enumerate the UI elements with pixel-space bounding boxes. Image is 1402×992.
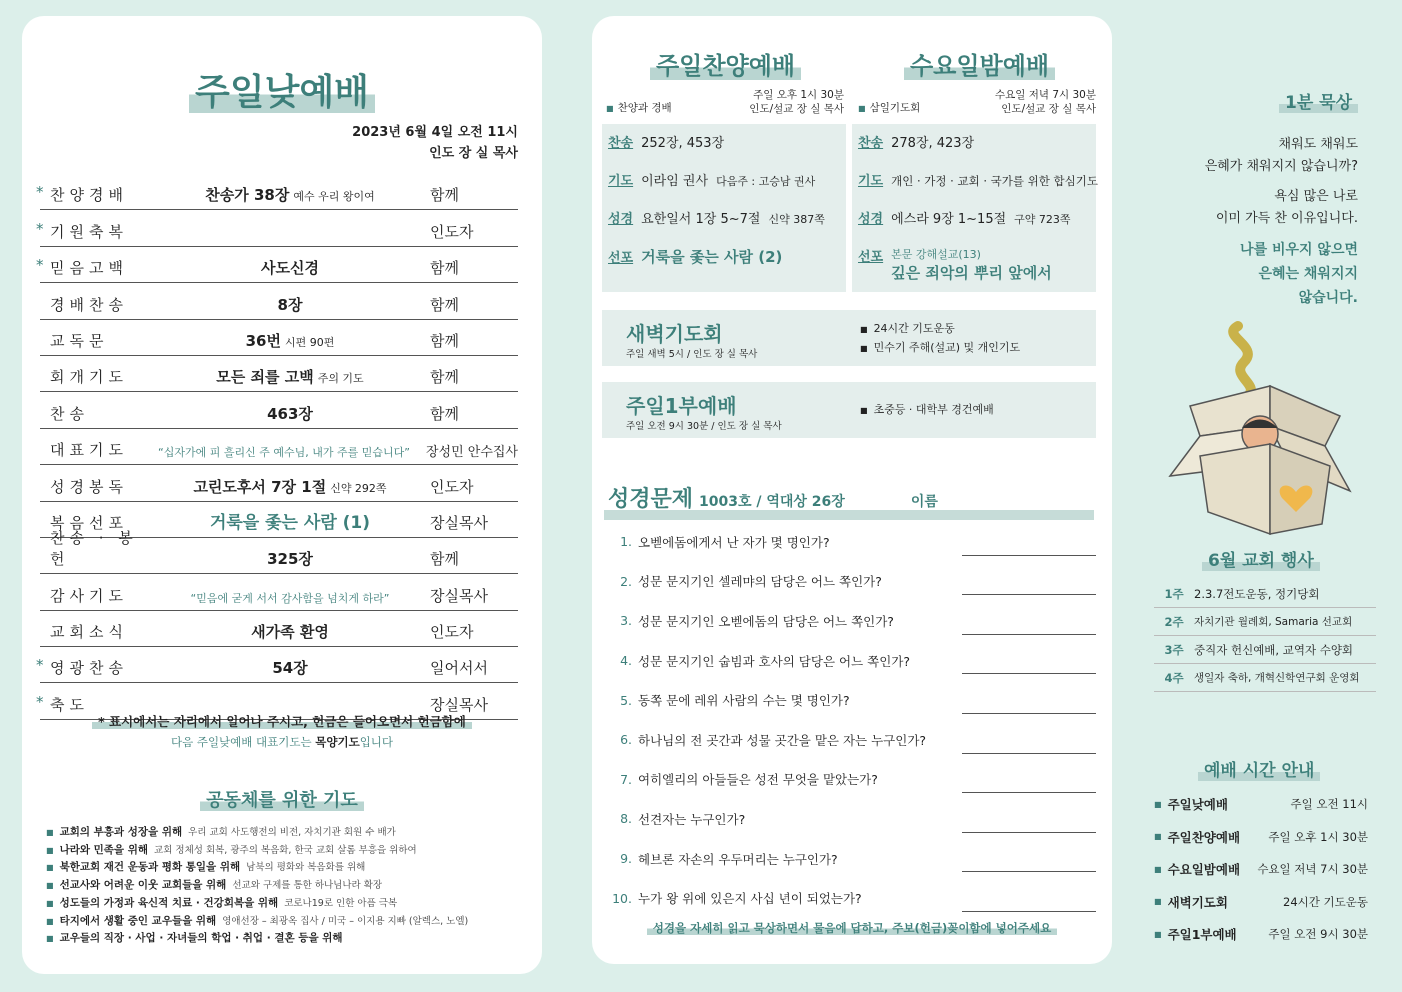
time-row: [1154, 853, 1368, 886]
order-content: [150, 657, 430, 678]
list-item-text: 민수기 주해(설교) 및 개인기도: [873, 341, 1021, 354]
order-content: [150, 476, 430, 497]
order-content: [150, 403, 430, 424]
order-content-text: 36번: [245, 331, 281, 350]
quiz-question: [606, 760, 1096, 800]
answer-line[interactable]: [962, 673, 1096, 674]
row-sub: 다음주 : 고승남 권사: [716, 175, 816, 188]
bullet-icon: ■: [46, 828, 54, 837]
bullet-icon: ■: [46, 934, 54, 944]
list-item: [860, 339, 1020, 358]
prayer-item: [46, 877, 526, 895]
bullet-icon: ■: [46, 916, 54, 926]
event-row: [1154, 580, 1376, 608]
services-panel: [592, 16, 1112, 964]
bullet-icon: ■: [1154, 929, 1162, 939]
times-title: 예배 시간 안내: [1198, 761, 1320, 781]
question-number: 4.: [620, 653, 632, 669]
order-name: 찬양경배: [50, 186, 128, 205]
event-week: 4주: [1164, 670, 1184, 685]
wednesday-head: [858, 100, 920, 115]
event-row: [1154, 636, 1376, 664]
stand-marker: *: [36, 656, 44, 675]
service-row: [608, 208, 825, 227]
praise-time: 주일 오후 1시 30분: [753, 89, 844, 101]
order-name: 축도: [50, 695, 89, 714]
service-row: [858, 208, 1071, 227]
prayer-item: [46, 913, 526, 931]
question-number: 6.: [620, 732, 632, 748]
order-content-text: 고린도후서 7장 1절: [193, 477, 327, 496]
prayer-topic: 선교사와 어려운 이웃 교회들을 위해: [59, 879, 227, 892]
order-who: 함께: [430, 368, 459, 387]
meditation-line: 욕심 많은 나로: [1274, 189, 1358, 204]
prayer-item: [46, 859, 526, 877]
answer-line[interactable]: [962, 832, 1096, 833]
order-content-sub: 시편 90편: [285, 335, 335, 349]
order-name: 찬송: [50, 404, 89, 423]
service-row: [608, 132, 724, 151]
order-name: 찬송 · 봉헌: [50, 529, 138, 569]
row-text: 이라임 권사: [641, 174, 709, 189]
stand-marker: *: [36, 692, 44, 711]
first-service-box: [602, 382, 1096, 438]
order-content: [150, 588, 430, 606]
order-name: 영광찬송: [50, 659, 128, 678]
question-text: 성문 문지기인 셀레먀의 담당은 어느 쪽인가?: [638, 574, 882, 590]
sermon-title: 깊은 죄악의 뿌리 앞에서: [891, 264, 1052, 282]
question-number: 7.: [620, 771, 632, 787]
answer-line[interactable]: [962, 792, 1096, 793]
bullet-icon: ■: [858, 104, 866, 113]
prayer-topic: 성도들의 가정과 육신적 치료 · 건강회복을 위해: [59, 896, 279, 909]
order-quote: “믿음에 굳게 서서 감사함을 넘치게 하라”: [190, 591, 390, 605]
order-who: 함께: [430, 550, 459, 569]
service-row: [858, 170, 1098, 189]
row-sub: 구약 723쪽: [1014, 213, 1071, 226]
first-service-sub: 주일 오전 9시 30분 / 인도 장 실 목사: [626, 421, 782, 432]
service-row: [608, 170, 815, 189]
bullet-icon: ■: [46, 898, 54, 908]
answer-line[interactable]: [962, 634, 1096, 635]
event-week: 2주: [1164, 614, 1184, 629]
order-row: [40, 574, 518, 610]
note-text: 다음 주일낮예배 대표기도는: [170, 735, 316, 749]
prayer-detail: 영애선장 – 최광옥 집사 / 미국 – 이지용 지빠 (알렉스, 노엘): [222, 915, 469, 927]
first-service-list: [860, 401, 994, 420]
meditation-title: 1분 묵상: [1279, 93, 1358, 113]
order-who: 인도자: [430, 623, 474, 642]
order-row: [36, 247, 518, 283]
order-content: [150, 366, 430, 387]
order-who: 함께: [430, 331, 459, 350]
prayer-item: [46, 824, 526, 842]
order-content-text: 8장: [277, 295, 303, 314]
note-bold: 목양기도: [315, 735, 360, 749]
meditation-em-line: 은혜는 채워지지: [1258, 266, 1358, 282]
event-row: [1154, 664, 1376, 692]
bullet-icon: ■: [1154, 897, 1162, 907]
row-label: 성경: [608, 212, 634, 227]
quiz-question: [606, 799, 1096, 839]
event-week: 3주: [1164, 642, 1184, 657]
question-text: 성문 문지기인 숩빔과 호사의 담당은 어느 쪽인가?: [638, 653, 910, 669]
order-who: 함께: [430, 186, 459, 205]
row-text: 278장, 423장: [891, 136, 975, 151]
bullet-icon: ■: [860, 344, 868, 353]
box-illustration-icon: [1160, 316, 1360, 546]
time-value: 주일 오후 1시 30분: [1268, 829, 1368, 844]
row-label: 기도: [608, 174, 634, 189]
note-text-end: 입니다: [359, 735, 394, 749]
wednesday-meta: [952, 88, 1096, 116]
row-text: 요한일서 1장 5~7절: [641, 212, 761, 227]
quiz-name-label: 이름: [910, 494, 938, 510]
order-quote: “십자가에 피 흘리신 주 예수님, 내가 주를 믿습니다”: [158, 446, 410, 460]
order-row: [36, 647, 518, 683]
events-list: [1154, 580, 1376, 692]
prayer-detail: 코로나19로 인한 아픔 극복: [284, 897, 398, 909]
question-text: 여히엘리의 아들들은 성전 무엇을 맡았는가?: [638, 772, 878, 788]
service-row: [858, 246, 1052, 283]
row-text: 거룩을 좇는 사람 (2): [641, 248, 783, 266]
quiz-header: [608, 482, 938, 513]
service-row: [858, 132, 974, 151]
quiz-question: [606, 641, 1096, 681]
prayer-detail: 남북의 평화와 복음화를 위해: [246, 862, 366, 874]
order-row: [40, 465, 518, 501]
meditation-paragraph: [1205, 134, 1358, 178]
order-content: [150, 548, 430, 569]
answer-line[interactable]: [962, 871, 1096, 872]
bullet-icon: ■: [1154, 832, 1162, 842]
order-name: 교회소식: [50, 623, 128, 642]
prayer-topic: 타지에서 생활 중인 교우들을 위해: [59, 914, 217, 927]
time-value: 주일 오전 9시 30분: [1268, 927, 1368, 942]
prayer-detail: 우리 교회 사도행전의 비전, 자치기관 회원 수 배가: [188, 827, 396, 838]
answer-line[interactable]: [962, 911, 1096, 912]
bullet-icon: ■: [606, 104, 614, 113]
order-row: [40, 356, 518, 392]
event-week: 1주: [1164, 586, 1184, 601]
stand-note: * 표시에서는 자리에서 일어나 주시고, 헌금은 들어오면서 헌금함에: [92, 714, 472, 729]
row-label: 성경: [858, 212, 884, 227]
order-name: 감사기도: [50, 586, 128, 605]
order-content: [150, 257, 430, 278]
prayer-item: [46, 930, 526, 948]
order-content-sub: 신약 292쪽: [330, 481, 387, 495]
events-title: 6월 교회 행사: [1202, 551, 1320, 571]
quiz-question: [606, 562, 1096, 602]
wednesday-title: 수요일밤예배: [904, 52, 1055, 80]
wednesday-leader: 인도/설교 장 실 목사: [1001, 103, 1096, 115]
meditation-line: 은혜가 채워지지 않습니까?: [1204, 159, 1358, 174]
right-column: [1140, 16, 1380, 974]
order-name: 대표기도: [50, 441, 128, 460]
page-title: 주일낮예배: [189, 72, 375, 113]
next-prayer-note: [22, 734, 542, 750]
time-name: 주일찬양예배: [1167, 829, 1241, 845]
date-line: 2023년 6월 4일 오전 11시: [352, 125, 518, 140]
order-content-text: 거룩을 좇는 사람 (1): [209, 512, 371, 533]
order-content-text: 54장: [272, 659, 308, 678]
service-times-list: [1154, 788, 1368, 951]
order-row: [40, 611, 518, 647]
prayer-topic: 북한교회 재건 운동과 평화 통일을 위해: [59, 861, 241, 874]
first-service-title: 주일1부예배: [626, 394, 737, 418]
order-who: 일어서서: [430, 659, 488, 678]
order-row: [40, 429, 518, 465]
order-who: 장실목사: [430, 586, 488, 605]
question-number: 10.: [612, 890, 632, 906]
prayer-item: [46, 895, 526, 913]
quiz-question: [606, 522, 1096, 562]
quiz-footer: 성경을 자세히 읽고 묵상하면서 물음에 답하고, 주보(헌금)꽂이함에 넣어주세요: [647, 921, 1057, 935]
bullet-icon: ■: [46, 863, 54, 873]
order-content-text: 모든 죄를 고백: [216, 368, 314, 387]
question-text: 동쪽 문에 레위 사람의 수는 몇 명인가?: [638, 693, 850, 709]
quiz-list: [606, 522, 1096, 918]
order-name: 기원축복: [50, 222, 128, 241]
dawn-list: [860, 320, 1020, 358]
meditation-line: 이미 가득 찬 이유입니다.: [1215, 211, 1358, 226]
leader-line: 인도 장 실 목사: [429, 146, 518, 161]
prayer-topic: 교우들의 직장 · 사업 · 자녀들의 학업 · 취업 · 결혼 등을 위해: [59, 932, 343, 945]
question-number: 8.: [620, 811, 632, 827]
time-row: [1154, 918, 1368, 951]
row-label: 선포: [608, 251, 634, 266]
service-row: [608, 246, 782, 267]
bullet-icon: ■: [860, 325, 868, 334]
dawn-title: 새벽기도회: [626, 322, 723, 346]
order-who: 인도자: [430, 477, 474, 496]
order-content: [150, 621, 430, 642]
order-name: 회개기도: [50, 368, 128, 387]
list-item-text: 24시간 기도운동: [873, 322, 955, 335]
event-text: 중직자 헌신예배, 교역자 수양회: [1194, 642, 1354, 657]
order-content-text: 325장: [267, 550, 313, 569]
prayer-detail: 선교와 구제를 통한 하나님나라 확장: [232, 880, 383, 892]
list-item: [860, 401, 994, 420]
praise-box: [602, 124, 846, 292]
order-content-text: 463장: [267, 404, 313, 423]
question-number: 2.: [620, 573, 632, 589]
prayer-item: [46, 842, 526, 860]
wednesday-head-text: 삼일기도회: [869, 102, 921, 114]
quiz-subtitle: 1003호 / 역대상 26장: [699, 494, 845, 510]
list-item-text: 초중등 · 대학부 경건예배: [873, 403, 994, 416]
prayer-topic: 나라와 민족을 위해: [59, 843, 149, 856]
dawn-box: [602, 310, 1096, 366]
answer-line[interactable]: [962, 555, 1096, 556]
row-label: 찬송: [858, 136, 884, 151]
time-row: [1154, 788, 1368, 821]
question-text: 성문 문지기인 오벧에돔의 담당은 어느 쪽인가?: [638, 613, 894, 629]
meditation-line: 채워도 채워도: [1278, 137, 1358, 152]
row-text: 에스라 9장 1~15절: [891, 212, 1007, 227]
stand-marker: *: [36, 219, 44, 238]
order-name: 교독문: [50, 331, 109, 350]
quiz-question: [606, 680, 1096, 720]
meditation-em-line: 않습니다.: [1298, 290, 1358, 306]
order-content-text: 사도신경: [261, 259, 319, 278]
bullet-icon: ■: [860, 406, 868, 415]
question-number: 9.: [620, 851, 632, 867]
time-row: [1154, 886, 1368, 919]
question-number: 3.: [620, 613, 632, 629]
question-text: 하나님의 전 곳간과 성물 곳간을 맡은 자는 누구인가?: [638, 732, 927, 748]
question-text: 선견자는 누구인가?: [638, 811, 746, 827]
order-content: [150, 330, 430, 351]
order-list: [36, 174, 518, 720]
event-row: [1154, 608, 1376, 636]
order-row: [40, 283, 518, 319]
time-value: 주일 오전 11시: [1290, 797, 1368, 812]
order-content: [150, 184, 430, 205]
time-name: 새벽기도회: [1167, 894, 1228, 910]
worship-order-panel: [22, 16, 542, 974]
bullet-icon: ■: [1154, 799, 1162, 809]
prayer-detail: 교회 정체성 회복, 광주의 복음화, 한국 교회 살롬 부흥을 위하여: [154, 844, 417, 856]
quiz-question: [606, 720, 1096, 760]
praise-head: [606, 100, 672, 115]
order-who: 장성민 안수집사: [425, 445, 518, 461]
time-row: [1154, 821, 1368, 854]
prayer-topic: 교회의 부흥과 성장을 위해: [59, 826, 183, 838]
row-text: 252장, 453장: [641, 136, 725, 151]
question-number: 1.: [620, 534, 632, 550]
meditation-paragraph: [1205, 186, 1358, 230]
order-content: [150, 508, 430, 533]
order-content-sub: 주의 기도: [317, 372, 364, 386]
order-content-text: 찬송가 38장: [205, 186, 290, 205]
service-date: [352, 122, 518, 164]
answer-line[interactable]: [962, 753, 1096, 754]
meditation-em-line: 나를 비우지 않으면: [1240, 242, 1358, 258]
meditation-emphasis: [1205, 238, 1358, 310]
event-text: 2.3.7전도운동, 정기당회: [1194, 586, 1320, 601]
order-who: 장실목사: [430, 513, 488, 532]
bullet-icon: ■: [46, 881, 54, 891]
question-number: 5.: [620, 692, 632, 708]
time-value: 24시간 기도운동: [1283, 894, 1368, 909]
event-text: 자치기관 월례회, Samaria 선교회: [1194, 616, 1353, 628]
wednesday-time: 수요일 저녁 7시 30분: [994, 89, 1096, 101]
question-text: 누가 왕 위에 있은지 사십 년이 되었는가?: [638, 891, 862, 907]
order-who: 함께: [430, 404, 459, 423]
order-name: 성경봉독: [50, 477, 128, 496]
order-who: 인도자: [430, 222, 474, 241]
quiz-question: [606, 601, 1096, 641]
quiz-title: 성경문제: [608, 487, 694, 512]
dawn-sub: 주일 새벽 5시 / 인도 장 실 목사: [626, 349, 758, 360]
row-label: 찬송: [608, 136, 634, 151]
time-value: 수요일 저녁 7시 30분: [1257, 862, 1368, 877]
sermon-sub: 본문 강해설교(13): [891, 248, 981, 261]
prayer-list: [46, 824, 526, 948]
order-name: 복음선포: [50, 513, 128, 532]
list-item: [860, 320, 1020, 339]
row-text: 개인 · 가정 · 교회 · 국가를 위한 합심기도: [891, 174, 1098, 188]
question-text: 오벧에돔에게서 난 자가 몇 명인가?: [638, 534, 830, 550]
wednesday-box: [852, 124, 1096, 292]
bullet-icon: ■: [46, 845, 54, 855]
order-who: 함께: [430, 259, 459, 278]
praise-leader: 인도/설교 장 실 목사: [749, 103, 844, 115]
order-content-sub: 예수 우리 왕이여: [293, 190, 375, 204]
answer-line[interactable]: [962, 713, 1096, 714]
praise-head-text: 찬양과 경배: [617, 102, 672, 114]
question-text: 헤브론 자손의 우두머리는 누구인가?: [638, 851, 838, 867]
row-label: 선포: [858, 250, 884, 265]
order-content-text: 새가족 환영: [251, 623, 329, 642]
order-row: [36, 210, 518, 246]
praise-title: 주일찬양예배: [650, 52, 801, 80]
answer-line[interactable]: [962, 594, 1096, 595]
order-who: 장실목사: [430, 695, 488, 714]
row-sub: 신약 387쪽: [768, 213, 825, 226]
stand-marker: *: [36, 256, 44, 275]
order-row: [40, 392, 518, 428]
order-row: [40, 529, 518, 574]
sermon-block: [891, 246, 1052, 283]
praise-meta: [700, 88, 844, 116]
stand-marker: *: [36, 183, 44, 202]
meditation-text: [1205, 134, 1358, 318]
quiz-question: [606, 839, 1096, 879]
time-name: 수요일밤예배: [1167, 862, 1241, 878]
event-text: 생일자 축하, 개혁신학연구회 운영회: [1194, 672, 1360, 684]
prayer-section-title: 공동체를 위한 기도: [200, 790, 364, 811]
time-name: 주일1부예배: [1167, 927, 1237, 943]
order-content: [150, 442, 418, 460]
bullet-icon: ■: [1154, 864, 1162, 874]
row-label: 기도: [858, 174, 884, 189]
order-row: [36, 174, 518, 210]
order-who: 함께: [430, 295, 459, 314]
order-name: 경배찬송: [50, 295, 128, 314]
order-row: [40, 320, 518, 356]
time-name: 주일낮예배: [1167, 797, 1228, 813]
quiz-question: [606, 878, 1096, 918]
order-name: 믿음고백: [50, 259, 128, 278]
order-content: [150, 294, 430, 315]
